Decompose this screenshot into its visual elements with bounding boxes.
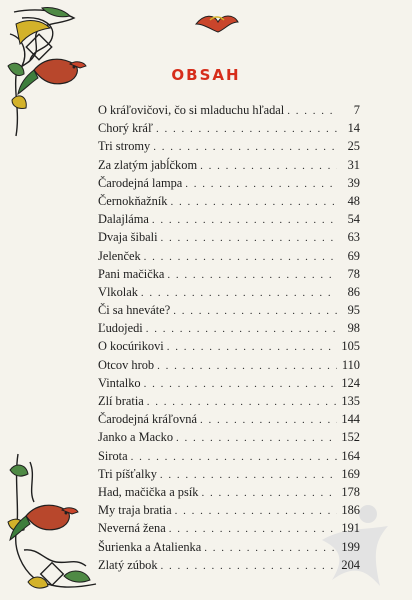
toc-entry-title: Ľudojedi [98, 321, 143, 336]
toc-entry-title: Vintalko [98, 375, 141, 390]
toc-entry [98, 265, 360, 283]
toc-entry-page-number: 105 [341, 339, 360, 354]
corner-ornament-bottom-left [4, 450, 104, 596]
toc-entry-title: Dalajláma [98, 212, 149, 227]
toc-entry-page-number: 152 [341, 430, 360, 445]
toc-entry-page-number: 186 [341, 503, 360, 518]
toc-entry [98, 119, 360, 137]
page-title: OBSAH [171, 66, 241, 84]
toc-entry-title: Čarodejná lampa [98, 175, 183, 190]
toc-entry-page-number: 7 [353, 103, 360, 117]
toc-entry-page-number: 25 [347, 139, 360, 154]
toc-entry-page-number: 63 [347, 230, 360, 245]
toc-entry-page-number: 48 [347, 193, 360, 208]
toc-entry-page-number: 135 [341, 394, 360, 408]
toc-entry-page-number: 164 [341, 448, 360, 463]
toc-entry-title: Tri píšťalky [98, 466, 157, 481]
toc-entry-title: Otcov hrob [98, 357, 155, 372]
toc-entry [98, 283, 360, 301]
dot-leader [156, 120, 337, 138]
dot-leader [185, 175, 337, 193]
toc-entry [98, 428, 360, 446]
dot-leader [161, 557, 337, 575]
toc-entry-title: Pani mačička [98, 266, 165, 281]
toc-entry-title: Jelenček [98, 248, 141, 263]
toc-entry-page-number: 204 [341, 557, 360, 572]
toc-entry [98, 483, 360, 501]
toc-entry [98, 501, 360, 519]
toc-entry-title: Sirota [98, 448, 128, 463]
toc-entry-title: Zlatý zúbok [98, 557, 158, 572]
toc-entry [98, 319, 360, 337]
table-of-contents [98, 101, 360, 574]
toc-entry-page-number: 54 [347, 212, 360, 227]
dot-leader [171, 193, 337, 211]
dot-leader [200, 157, 337, 175]
toc-entry-page-number: 124 [341, 375, 360, 390]
toc-entry-title: Šurienka a Atalienka [98, 539, 202, 554]
toc-entry [98, 356, 360, 374]
toc-entry-title: Vlkolak [98, 284, 138, 299]
toc-entry-page-number: 199 [341, 539, 360, 554]
toc-entry-page-number: 14 [347, 121, 360, 136]
toc-entry-page-number: 95 [347, 303, 360, 318]
toc-entry [98, 156, 360, 174]
dot-leader [173, 302, 337, 320]
dot-leader [287, 102, 337, 120]
toc-entry-page-number: 78 [347, 266, 360, 281]
dot-leader [131, 448, 337, 466]
toc-entry [98, 392, 360, 410]
toc-entry-title: Chorý kráľ [98, 121, 153, 136]
toc-entry [98, 447, 360, 465]
toc-entry [98, 519, 360, 537]
dot-leader [152, 211, 337, 229]
dot-leader [200, 411, 337, 429]
toc-entry [98, 137, 360, 155]
dot-leader [167, 338, 337, 356]
dot-leader [157, 357, 337, 375]
toc-entry-page-number: 69 [347, 248, 360, 263]
toc-entry-page-number: 178 [341, 484, 360, 499]
dot-leader [160, 466, 337, 484]
toc-entry [98, 538, 360, 556]
toc-entry-page-number: 110 [341, 357, 360, 372]
toc-entry-page-number: 144 [341, 412, 360, 427]
toc-entry [98, 247, 360, 265]
dot-leader [167, 266, 337, 284]
toc-entry-title: My traja bratia [98, 503, 172, 518]
toc-entry-title: Janko a Macko [98, 430, 174, 445]
toc-entry-title: Neverná žena [98, 521, 166, 536]
toc-entry [98, 101, 360, 119]
toc-entry-title: Či sa hneváte? [98, 303, 171, 318]
toc-entry-title: Zlí bratia [98, 394, 144, 408]
dot-leader [147, 393, 337, 411]
toc-entry-title: Za zlatým jabĺčkom [98, 157, 198, 172]
toc-entry-page-number: 98 [347, 321, 360, 336]
dot-leader [161, 229, 337, 247]
dot-leader [146, 320, 337, 338]
toc-entry [98, 465, 360, 483]
dot-leader [141, 284, 337, 302]
toc-entry-title: Tri stromy [98, 139, 151, 154]
dot-leader [144, 248, 337, 266]
toc-entry-page-number: 191 [341, 521, 360, 536]
toc-entry [98, 228, 360, 246]
toc-entry-title: O kráľovičovi, čo si mladuchu hľadal [98, 103, 285, 117]
toc-entry [98, 210, 360, 228]
toc-entry [98, 556, 360, 574]
toc-entry [98, 374, 360, 392]
toc-entry-title: Čarodejná kráľovná [98, 412, 197, 427]
dot-leader [204, 539, 337, 557]
top-flourish-ornament [192, 10, 242, 36]
dot-leader [176, 429, 337, 447]
toc-entry [98, 174, 360, 192]
toc-entry [98, 301, 360, 319]
toc-entry-page-number: 39 [347, 175, 360, 190]
dot-leader [201, 484, 337, 502]
toc-entry [98, 192, 360, 210]
toc-entry-title: O kocúrikovi [98, 339, 164, 354]
dot-leader [169, 520, 337, 538]
toc-entry [98, 410, 360, 428]
dot-leader [153, 138, 337, 156]
toc-entry-page-number: 31 [347, 157, 360, 172]
toc-entry-page-number: 169 [341, 466, 360, 481]
toc-entry-page-number: 86 [347, 284, 360, 299]
toc-entry-title: Dvaja šibali [98, 230, 158, 245]
dot-leader [144, 375, 337, 393]
dot-leader [175, 502, 337, 520]
toc-entry [98, 337, 360, 355]
toc-entry-title: Černokňažník [98, 193, 168, 208]
toc-entry-title: Had, mačička a psík [98, 484, 199, 499]
